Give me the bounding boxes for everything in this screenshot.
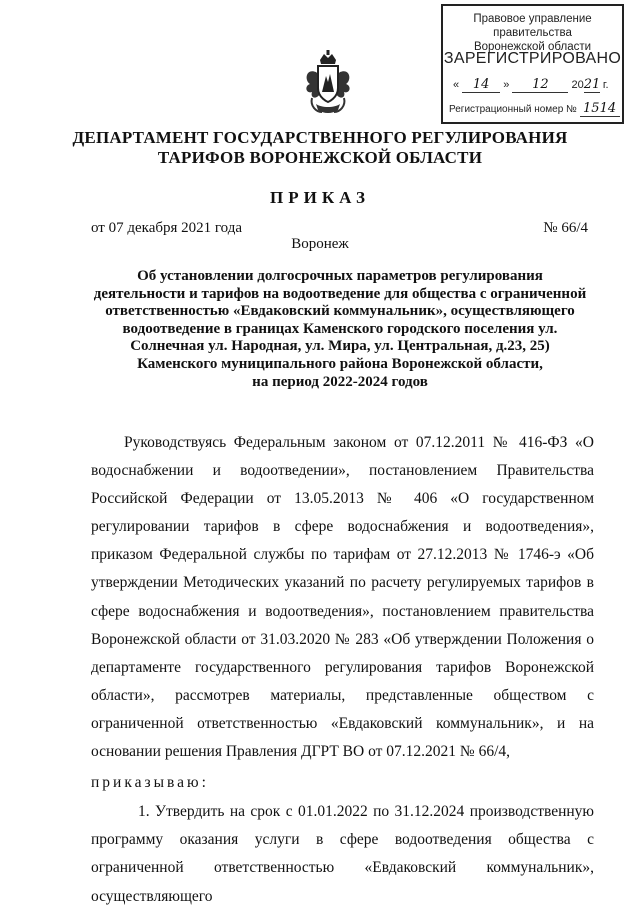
stamp-date-end: г. — [602, 79, 609, 91]
stamp-date-year-prefix: 20 — [571, 79, 584, 91]
document-title — [80, 268, 600, 391]
stamp-number-value: 1514 — [580, 102, 620, 117]
stamp-date-quote-open: « — [453, 79, 460, 91]
stamp-number-row — [449, 102, 621, 120]
department-line1: ДЕПАРТАМЕНТ ГОСУДАРСТВЕННОГО РЕГУЛИРОВАНИЯ — [72, 128, 568, 147]
document-date: от 07 декабря 2021 года — [91, 220, 243, 236]
document-body — [91, 429, 594, 911]
stamp-registered-label: ЗАРЕГИСТРИРОВАНО — [443, 50, 622, 67]
stamp-organization — [443, 12, 622, 54]
order-item-1: 1. Утвердить на срок с 01.01.2022 по 31.12.2024 производственную программу оказания услуги в сфере водоотведения общества с ограниченной ответственностью «Евдаковский коммунальник», осуществляющего — [91, 803, 594, 905]
stamp-number-label: Регистрационный номер № — [449, 104, 577, 115]
department-name — [0, 128, 640, 168]
title-line: деятельности и тарифов на водоотведение для общества с ограниченной — [93, 285, 587, 302]
stamp-date-year-suffix: 21 — [583, 77, 601, 92]
stamp-org-line2: Воронежской области — [473, 41, 592, 53]
coat-of-arms-icon — [302, 50, 354, 118]
stamp-org-line1: Правовое управление правительства — [473, 13, 592, 39]
preamble-paragraph: Руководствуясь Федеральным законом от 07.12.2011 № 416-ФЗ «О водоснабжении и водоотведении», постановлением Правительства Российской Федерации от 13.05.2013 № 406 «О государственном регулировании тарифов в сфере водоснабжения и водоотведения», приказом Федеральной службы по тарифам от 27.12.2013 № 1746-э «Об утверждении Методических указаний по расчету регулируемых тарифов в сфере водоснабжения и водоотведения», постановлением правительства Воронежской области от 31.03.2020 № 283 «Об утверждении Положения о департаменте государственного регулирования тарифов Воронежской области», рассмотрев материалы, представленные обществом с ограниченной ответственностью «Евдаковский коммунальник», и на основании решения Правления ДГРТ ВО от 07.12.2021 № 66/4, — [91, 434, 594, 761]
registration-stamp — [441, 4, 624, 124]
order-word: приказываю: — [91, 774, 209, 792]
stamp-date-row — [453, 78, 618, 96]
stamp-date-day: 14 — [462, 78, 500, 93]
title-line: Об установлении долгосрочных параметров регулирования — [137, 268, 543, 284]
title-line: на период 2022-2024 годов — [252, 373, 428, 390]
stamp-date-month: 12 — [512, 78, 568, 93]
document-number: № 66/4 — [543, 220, 588, 236]
title-line: Солнечная ул. Народная, ул. Мира, ул. Центральная, д.23, 25) — [130, 338, 550, 355]
stamp-date-quote-close: » — [503, 79, 510, 91]
title-line: ответственностью «Евдаковский коммунальник», осуществляющего — [105, 303, 575, 320]
document-type: ПРИКАЗ — [270, 188, 370, 207]
department-line2: ТАРИФОВ ВОРОНЕЖСКОЙ ОБЛАСТИ — [157, 148, 483, 167]
title-line: Каменского муниципального района Воронежской области, — [137, 355, 543, 372]
document-city: Воронеж — [291, 236, 349, 252]
title-line: водоотведение в границах Каменского городского поселения ул. — [122, 320, 558, 337]
